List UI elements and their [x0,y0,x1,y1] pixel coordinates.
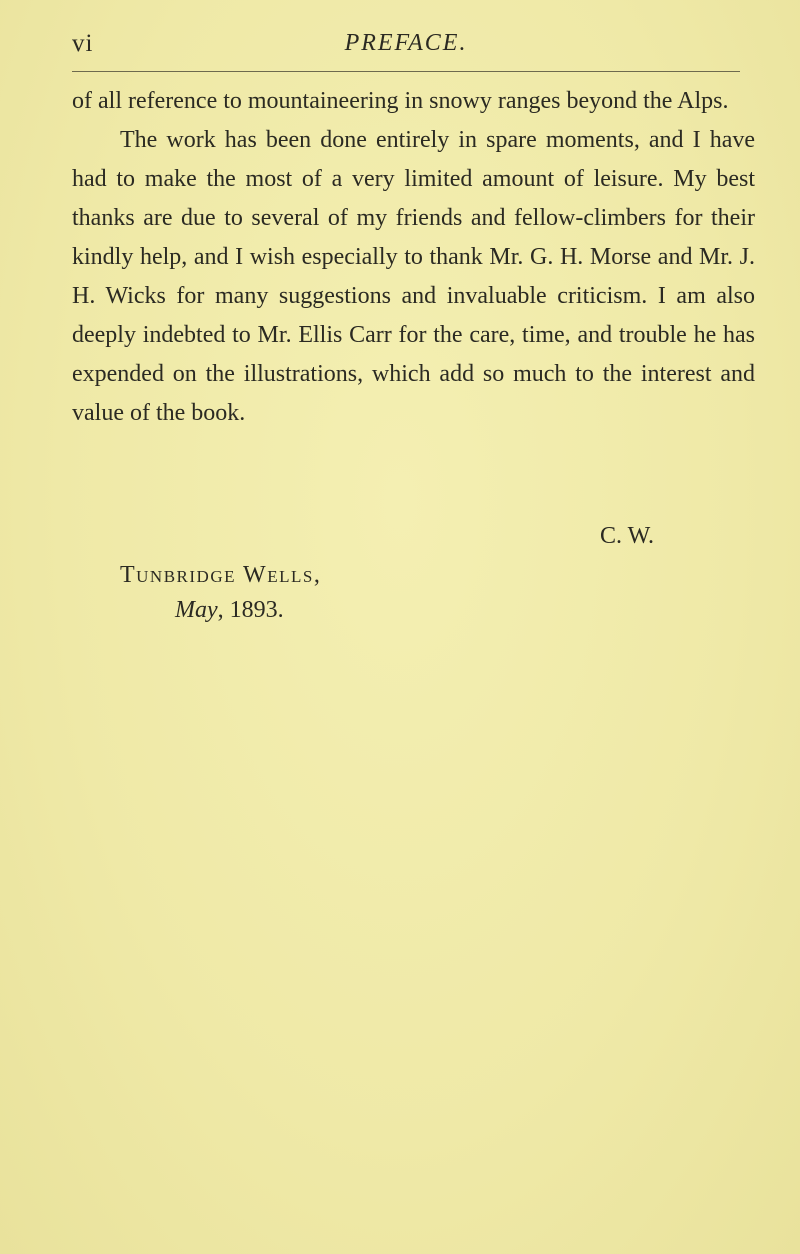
author-signature: C. W. [600,523,655,549]
place-line: Tunbridge Wells, [120,562,322,588]
running-head [72,30,740,70]
paragraph-acknowledgements: The work has been done entirely in spare moments, and I have had to make the most of a very limited amount of leisure. My best thanks are due to several of my friends and fellow-climbers for their kindly help, and I wish especially to thank Mr. G. H. Morse and Mr. J. H. Wicks for many suggestions and invaluable criticism. I am also deeply indebted to Mr. Ellis Carr for the care, time, and trouble he has expended on the illustrations, which add so much to the interest and value of the book. [72,127,755,426]
page-number: vi [72,30,94,57]
header-rule [72,71,740,72]
date-month: May [175,597,218,623]
running-head-title: PREFACE. [344,30,468,56]
paragraph-continued: of all reference to mountaineering in snowy ranges beyond the Alps. [72,88,729,114]
date-line [175,597,284,624]
date-year: , 1893. [217,597,284,623]
preface-body [72,82,755,433]
